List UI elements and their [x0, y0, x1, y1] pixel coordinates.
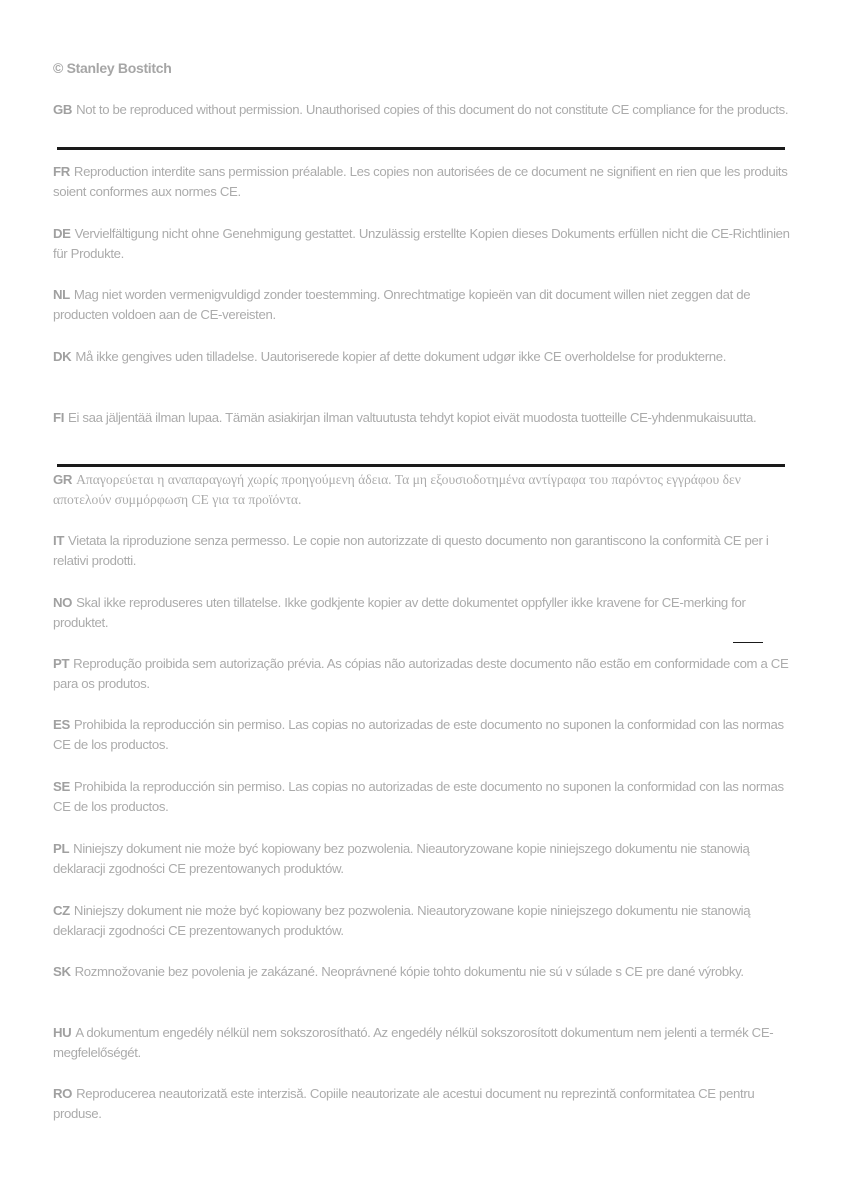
notice-it: [53, 531, 798, 571]
notice-text: Skal ikke reproduseres uten tillatelse. Ikke godkjente kopier av dette dokumentet oppfyller ikke kravene for CE-merking for produktet.: [53, 595, 746, 630]
notice-dk: [53, 347, 798, 367]
notice-ro: [53, 1084, 798, 1124]
language-code: FI: [53, 410, 65, 425]
notice-no: [53, 593, 798, 633]
notice-text: A dokumentum engedély nélkül nem sokszorosítható. Az engedély nélkül sokszorosított dokumentum nem jelenti a termék CE-megfelelőségét.: [53, 1025, 774, 1060]
short-rule: [733, 642, 763, 643]
notice-text: Niniejszy dokument nie może być kopiowany bez pozwolenia. Nieautoryzowane kopie niniejszego dokumentu nie stanowią deklaracji zgodności CE prezentowanych produktów.: [53, 903, 751, 938]
language-code: IT: [53, 533, 65, 548]
language-code: PT: [53, 656, 70, 671]
notice-text: Må ikke gengives uden tilladelse. Uautoriserede kopier af dette dokument udgør ikke CE overholdelse for produkterne.: [75, 349, 727, 364]
notice-text: Vervielfältigung nicht ohne Genehmigung gestattet. Unzulässig erstellte Kopien dieses Dokuments erfüllen nicht die CE-Richtlinien für Produkte.: [53, 226, 790, 261]
notice-de: [53, 224, 798, 264]
notice-fi: [53, 408, 798, 428]
notice-hu: [53, 1023, 798, 1063]
divider-rule: [57, 147, 785, 150]
notice-text: Prohibida la reproducción sin permiso. Las copias no autorizadas de este documento no suponen la conformidad con las normas CE de los productos.: [53, 717, 784, 752]
notice-text: Reproduction interdite sans permission préalable. Les copies non autorisées de ce document ne signifient en rien que les produits soient conformes aux normes CE.: [53, 164, 788, 199]
language-code: SE: [53, 779, 70, 794]
divider-rule: [57, 464, 785, 467]
copyright-line: © Stanley Bostitch: [53, 60, 172, 76]
notice-fr: [53, 162, 798, 202]
notice-gr: [53, 470, 798, 510]
notice-text: Not to be reproduced without permission. Unauthorised copies of this document do not constitute CE compliance for the products.: [76, 102, 789, 117]
language-code: GR: [53, 472, 73, 487]
notice-pl: [53, 839, 798, 879]
notice-text: Mag niet worden vermenigvuldigd zonder toestemming. Onrechtmatige kopieën van dit document willen niet zeggen dat de producten voldoen aan de CE-vereisten.: [53, 287, 751, 322]
language-code: FR: [53, 164, 70, 179]
language-code: NL: [53, 287, 70, 302]
language-code: RO: [53, 1086, 73, 1101]
notice-gb: [53, 100, 798, 120]
notice-es: [53, 715, 798, 755]
notice-se: [53, 777, 798, 817]
notice-text: Vietata la riproduzione senza permesso. Le copie non autorizzate di questo documento non garantiscono la conformità CE per i relativi prodotti.: [53, 533, 769, 568]
notice-nl: [53, 285, 798, 325]
notice-text: Rozmnožovanie bez povolenia je zakázané. Neoprávnené kópie tohto dokumentu nie sú v súlade s CE pre dané výrobky.: [74, 964, 744, 979]
notice-text: Απαγορεύεται η αναπαραγωγή χωρίς προηγούμενη άδεια. Τα μη εξουσιοδοτημένα αντίγραφα του παρόντος εγγράφου δεν αποτελούν συμμόρφωση CE για τα προϊόντα.: [53, 472, 741, 507]
language-code: PL: [53, 841, 70, 856]
language-code: DK: [53, 349, 72, 364]
language-code: DE: [53, 226, 71, 241]
notice-pt: [53, 654, 798, 694]
notice-text: Niniejszy dokument nie może być kopiowany bez pozwolenia. Nieautoryzowane kopie niniejszego dokumentu nie stanowią deklaracji zgodności CE prezentowanych produktów.: [53, 841, 750, 876]
language-code: NO: [53, 595, 73, 610]
language-code: ES: [53, 717, 70, 732]
notice-text: Reproducerea neautorizată este interzisă. Copiile neautorizate ale acestui document nu reprezintă conformitatea CE pentru produse.: [53, 1086, 755, 1121]
notice-text: Prohibida la reproducción sin permiso. Las copias no autorizadas de este documento no suponen la conformidad con las normas CE de los productos.: [53, 779, 784, 814]
language-code: HU: [53, 1025, 72, 1040]
language-code: CZ: [53, 903, 70, 918]
notice-sk: [53, 962, 798, 982]
language-code: SK: [53, 964, 71, 979]
notice-text: Reprodução proibida sem autorização prévia. As cópias não autorizadas deste documento não estão em conformidade com a CE para os produtos.: [53, 656, 789, 691]
notice-cz: [53, 901, 798, 941]
language-code: GB: [53, 102, 73, 117]
notice-text: Ei saa jäljentää ilman lupaa. Tämän asiakirjan ilman valtuutusta tehdyt kopiot eivät muodosta tuotteille CE-yhdenmukaisuutta.: [68, 410, 757, 425]
